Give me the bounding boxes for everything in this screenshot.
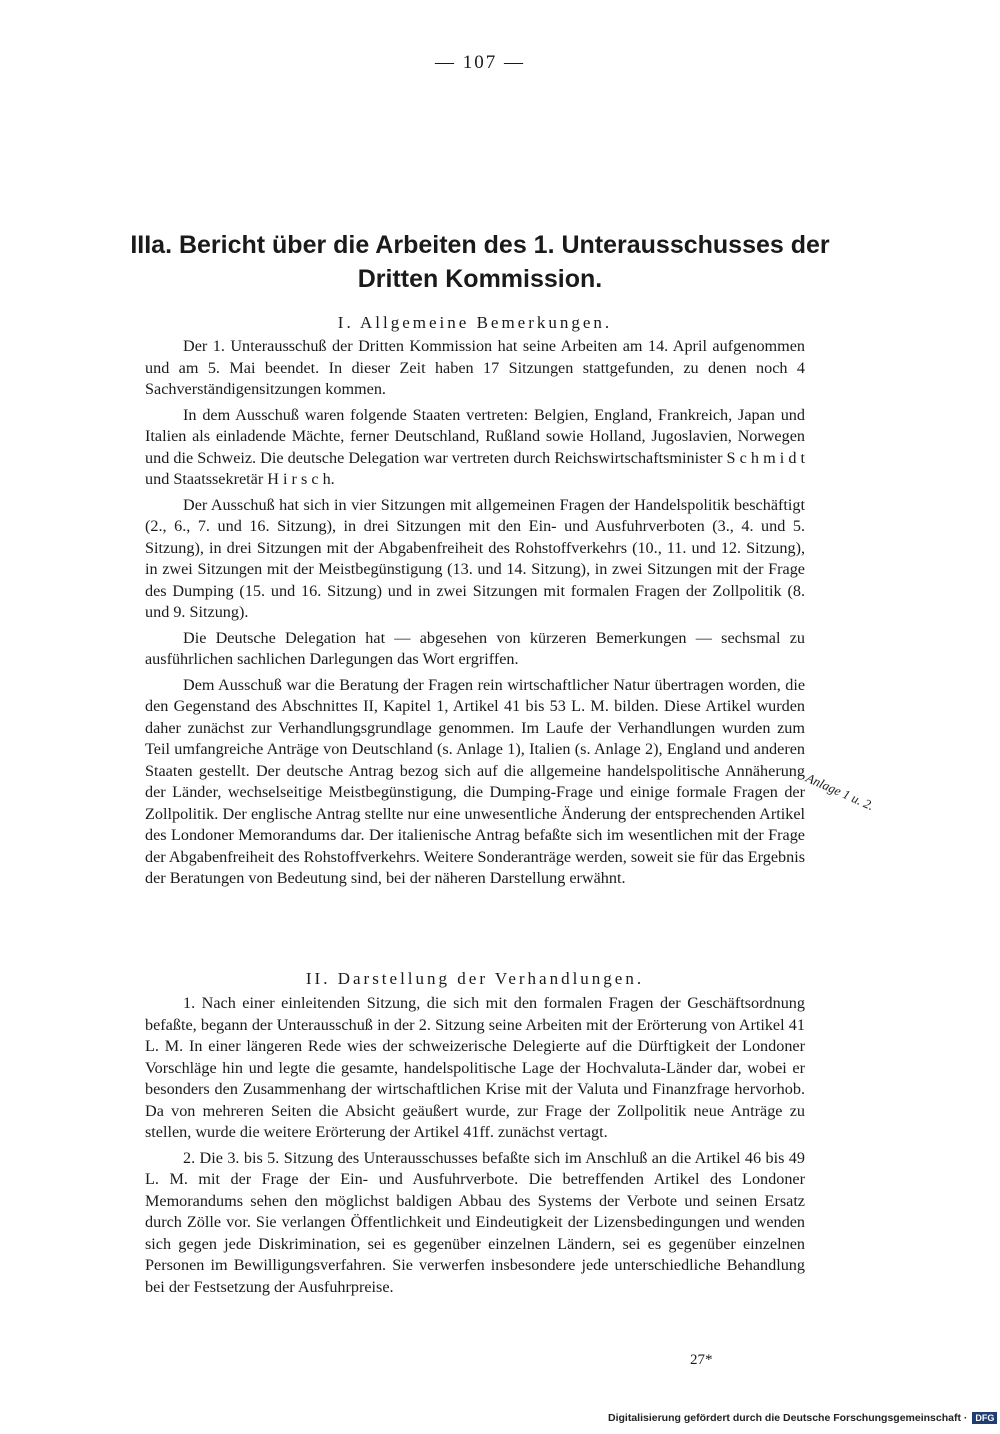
- section-1-heading: I. Allgemeine Bemerkungen.: [337, 313, 613, 332]
- title-line-2: Dritten Kommission.: [357, 265, 603, 293]
- page-number: — 107 —: [435, 52, 525, 73]
- paragraph: In dem Ausschuß waren folgende Staaten vertreten: Belgien, England, Frankreich, Japan und Italien als einladende Mächte, ferner Deutschland, Rußland sowie Holland, Jugoslavien, Norwegen und die Schweiz. Die deutsche Delegation war vertreten durch Reichswirtschaftsminister S c h m i d t und Staatssekretär H i r s c h.: [145, 405, 805, 488]
- paragraph: Der 1. Unterausschuß der Dritten Kommission hat seine Arbeiten am 14. April aufgenommen und am 5. Mai beendet. In dieser Zeit haben 17 Sitzungen stattgefunden, zu denen noch 4 Sachverständigensitzungen kommen.: [145, 337, 805, 398]
- section-1-body: [145, 336, 805, 894]
- paragraph: 2. Die 3. bis 5. Sitzung des Unterausschusses befaßte sich im Anschluß an die Artikel 46 bis 49 L. M. mit der Frage der Ein- und Ausfuhrverbote. Die betreffenden Artikel des Londoner Memorandums sehen den möglichst baldigen Abbau des Systems der Verbote und seinen Ersatz durch Zölle vor. Sie verlangen Öffentlichkeit und Eindeutigkeit der Lizensbedingungen und wenden sich gegen jede Diskrimination, sei es gegenüber einzelnen Ländern, sei es gegenüber einzelnen Personen im Bewilligungsverfahren. Sie verwerfen insbesondere jede unterschiedliche Behandlung bei der Festsetzung der Ausfuhrpreise.: [145, 1148, 805, 1296]
- paragraph: Die Deutsche Delegation hat — abgesehen von kürzeren Bemerkungen — sechsmal zu ausführlichen sachlichen Darlegungen das Wort ergriffen.: [145, 628, 805, 668]
- dfg-logo-icon: DFG: [972, 1412, 997, 1424]
- footer: Digitalisierung gefördert durch die Deutsche Forschungsgemeinschaft · DFG: [608, 1412, 997, 1424]
- paragraph: Der Ausschuß hat sich in vier Sitzungen mit allgemeinen Fragen der Handelspolitik beschäftigt (2., 6., 7. und 16. Sitzung), in drei Sitzungen mit den Ein- und Ausfuhrverboten (3., 4. und 5. Sitzung), in drei Sitzungen mit der Abgabenfreiheit des Rohstoffverkehrs (10., 11. und 12. Sitzung), in zwei Sitzungen mit der Meistbegünstigung (13. und 14. Sitzung), in zwei Sitzungen mit der Frage des Dumping (15. und 16. Sitzung) und in zwei Sitzungen mit formalen Fragen der Zollpolitik (8. und 9. Sitzung).: [145, 495, 805, 621]
- page-title: [100, 228, 860, 296]
- footer-text: Digitalisierung gefördert durch die Deutsche Forschungsgemeinschaft: [608, 1412, 961, 1424]
- margin-note: Anlage 1 u. 2.: [803, 770, 877, 814]
- title-line-1: IIIa. Bericht über die Arbeiten des 1. Unterausschusses der: [130, 231, 830, 259]
- section-2-heading: II. Darstellung der Verhandlungen.: [305, 969, 645, 988]
- sheet-signature: 27*: [690, 1352, 713, 1368]
- section-2-body: [145, 993, 805, 1302]
- paragraph: 1. Nach einer einleitenden Sitzung, die sich mit den formalen Fragen der Geschäftsordnung befaßte, begann der Unterausschuß in der 2. Sitzung seine Arbeiten mit der Erörterung von Artikel 41 L. M. In einer längeren Rede wies der schweizerische Delegierte auf die Dürftigkeit der Londoner Vorschläge hin und legte die gesamte, handelspolitische Lage der Hochvaluta-Länder dar, wobei er besonders den Zusammenhang der wirtschaftlichen Krise mit der Valuta und Finanzfrage hervorhob. Da von mehreren Seiten die Absicht geäußert wurde, zur Frage der Zollpolitik neue Anträge zu stellen, wurde die weitere Erörterung der Artikel 41ff. zunächst vertagt.: [145, 994, 805, 1141]
- paragraph: Dem Ausschuß war die Beratung der Fragen rein wirtschaftlicher Natur übertragen worden, die den Gegenstand des Abschnittes II, Kapitel 1, Artikel 41 bis 53 L. M. bilden. Diese Artikel wurden daher zunächst zur Verhandlungsgrundlage genommen. Im Laufe der Verhandlungen wurden zum Teil umfangreiche Anträge von Deutschland (s. Anlage 1), Italien (s. Anlage 2), England und anderen Staaten gestellt. Der deutsche Antrag bezog sich auf die allgemeine handelspolitische Annäherung der Länder, wechselseitige Meistbegünstigung, die Dumping-Frage und einige formale Fragen der Zollpolitik. Der englische Antrag stellte nur eine unwesentliche Änderung der entsprechenden Artikel des Londoner Memorandums dar. Der italienische Antrag befaßte sich im wesentlichen mit der Frage der Abgabenfreiheit des Rohstoffverkehrs. Weitere Sonderanträge werden, soweit sie für das Ergebnis der Beratungen von Bedeutung sind, bei der näheren Darstellung erwähnt.: [145, 675, 805, 887]
